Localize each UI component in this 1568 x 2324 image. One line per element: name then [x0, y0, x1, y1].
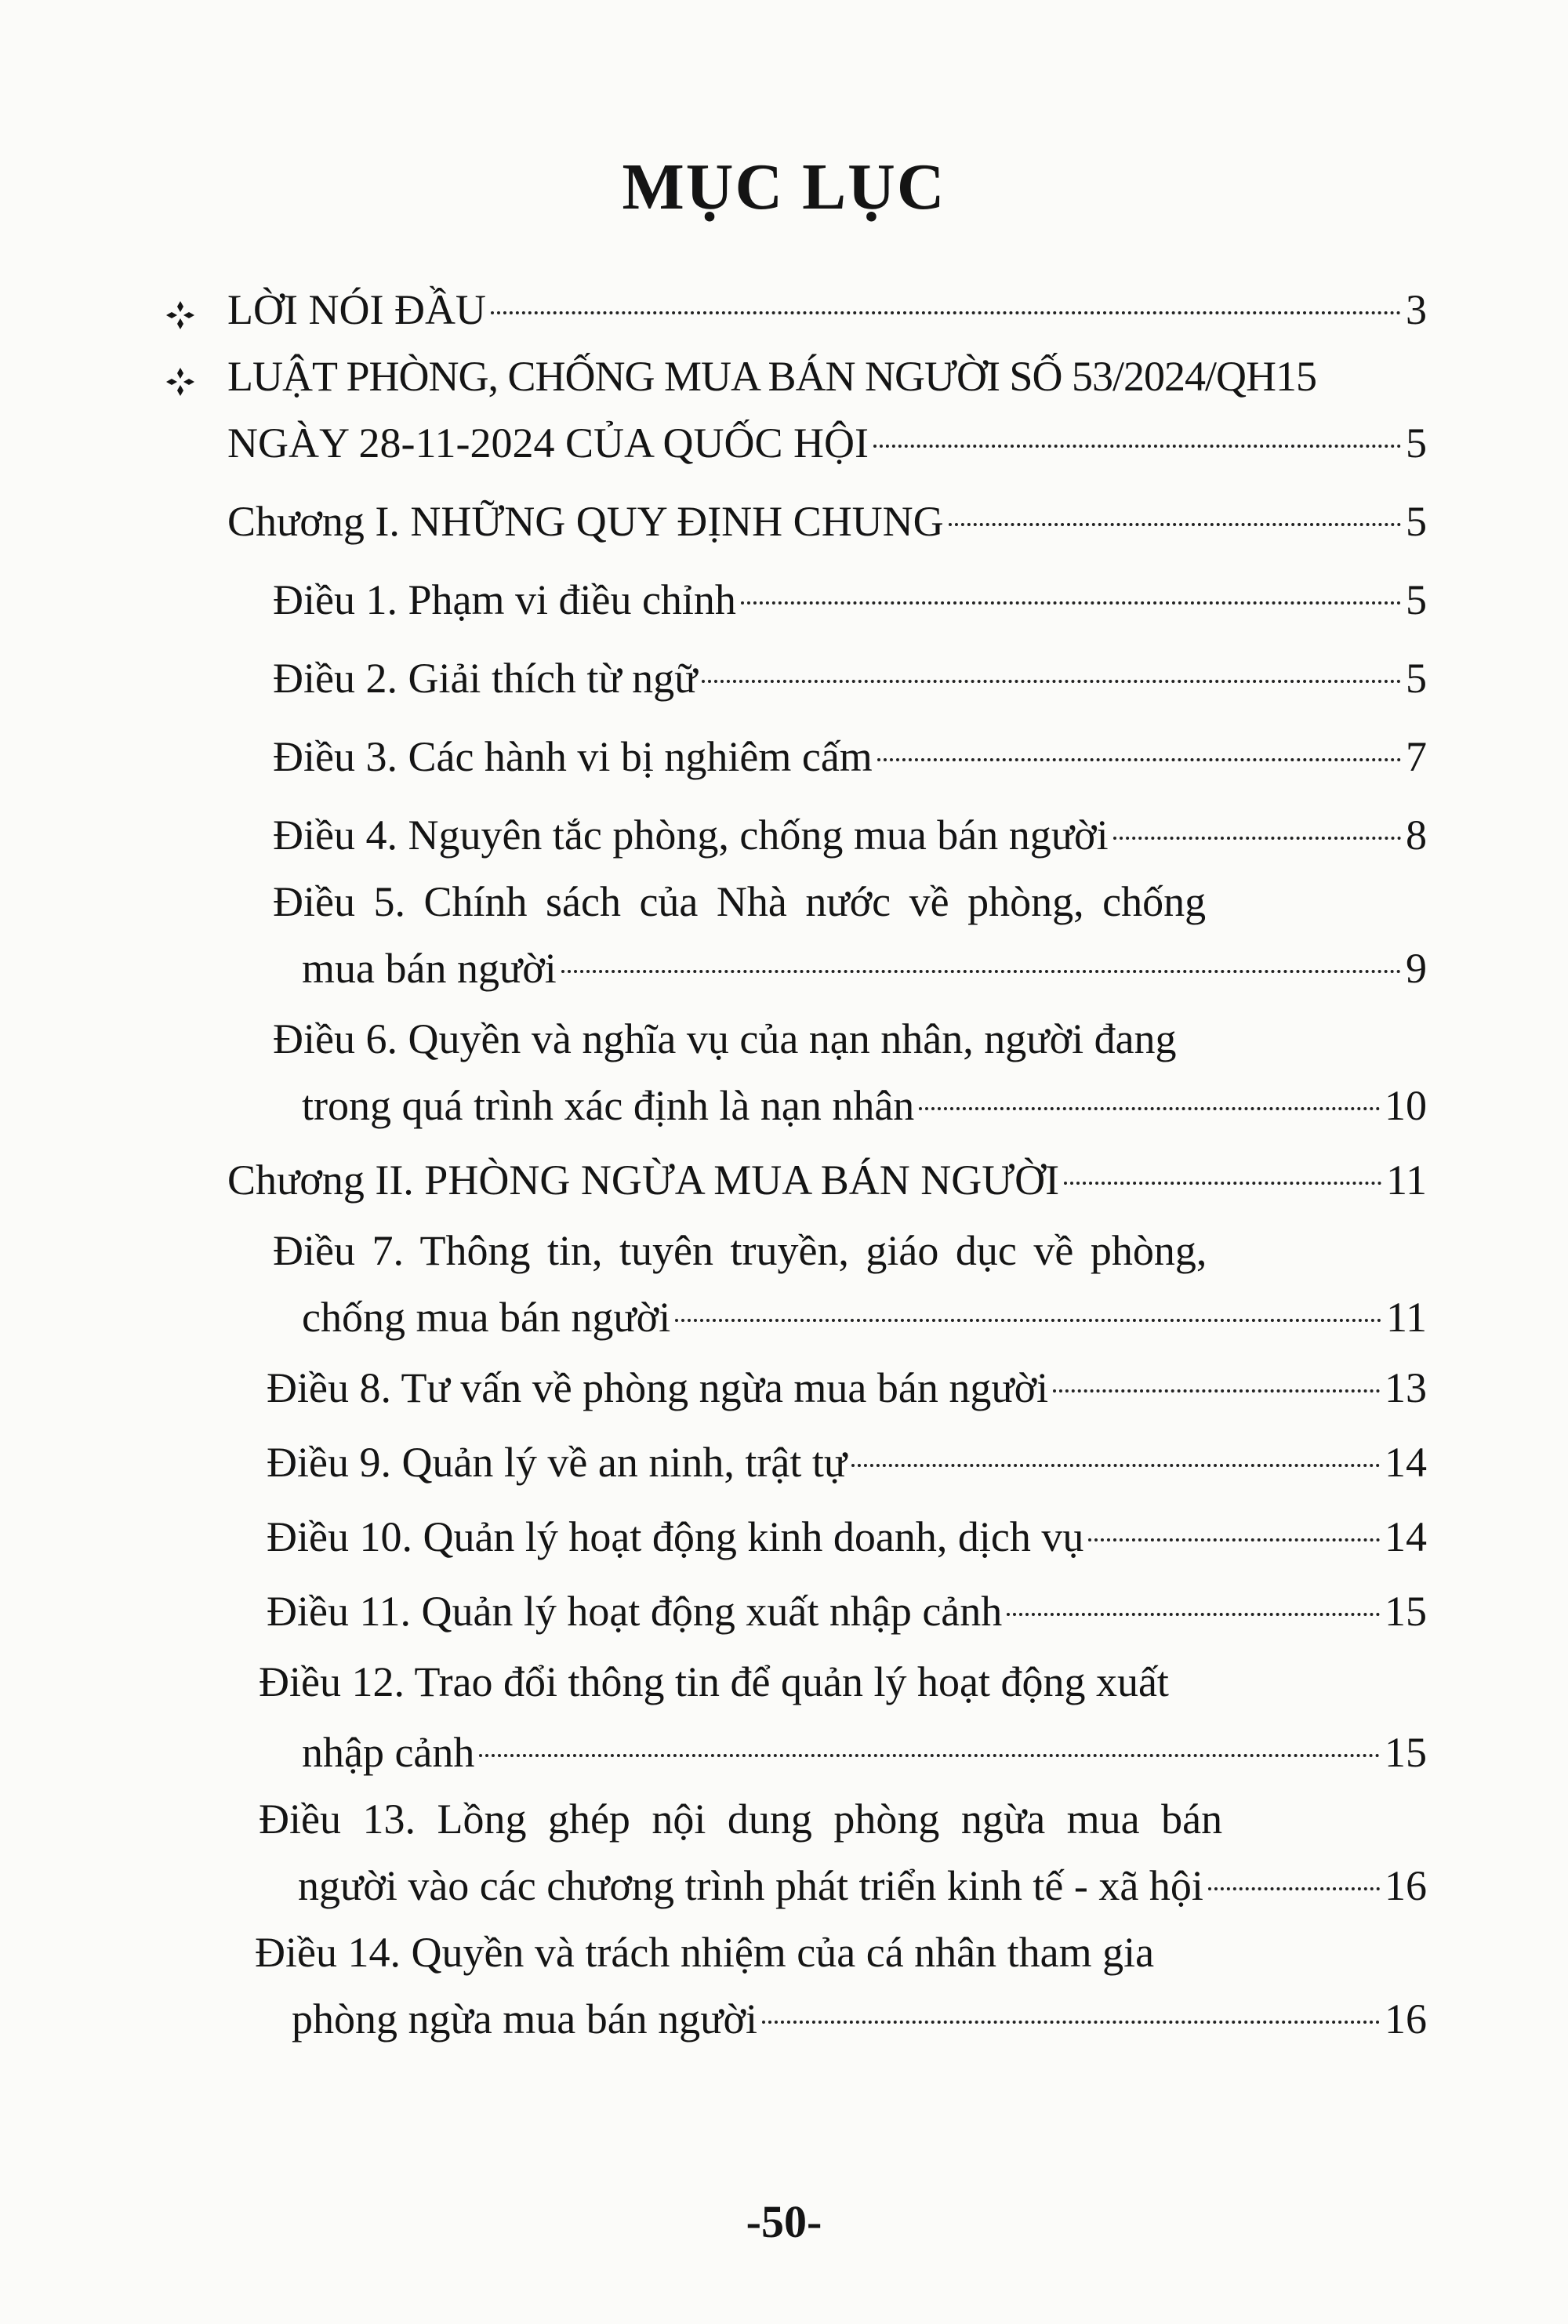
dot-leader: [741, 601, 1401, 605]
toc-entry-label: Điều 10. Quản lý hoạt động kinh doanh, dịch vụ: [267, 1513, 1084, 1560]
toc-entry-law-line1[interactable]: LUẬT PHÒNG, CHỐNG MUA BÁN NGƯỜI SỐ 53/2024/QH15: [227, 353, 1316, 400]
toc-entry-article-11[interactable]: [267, 1576, 1427, 1647]
dot-leader: [1088, 1538, 1380, 1541]
toc-page-number: 10: [1385, 1082, 1427, 1129]
toc-page-number: 15: [1385, 1729, 1427, 1776]
toc-entry-label: chống mua bán người: [302, 1294, 671, 1341]
toc-entry-article-13-line1[interactable]: Điều 13. Lồng ghép nội dung phòng ngừa mua bán: [259, 1796, 1223, 1843]
toc-entry-label: Điều 4. Nguyên tắc phòng, chống mua bán người: [273, 812, 1109, 859]
dot-leader: [1113, 837, 1401, 840]
dot-leader: [1064, 1182, 1381, 1185]
toc-entry-article-5-line1[interactable]: Điều 5. Chính sách của Nhà nước về phòng, chống: [273, 878, 1207, 925]
toc-entry-article-13[interactable]: [298, 1850, 1427, 1921]
toc-page-number: 16: [1385, 1862, 1427, 1909]
page-number: -50-: [746, 2196, 822, 2247]
toc-page-number: 8: [1406, 812, 1427, 859]
toc-entry-article-2[interactable]: [273, 643, 1427, 714]
toc-entry-article-9[interactable]: [267, 1427, 1427, 1498]
toc-entry-article-6[interactable]: [302, 1070, 1427, 1141]
toc-page-number: 5: [1406, 498, 1427, 545]
dot-leader: [675, 1319, 1381, 1322]
toc-page-number: 14: [1385, 1439, 1427, 1486]
dot-leader: [561, 970, 1401, 973]
toc-entry-article-8[interactable]: [267, 1353, 1427, 1423]
dot-leader: [1007, 1613, 1380, 1616]
toc-entry-label: trong quá trình xác định là nạn nhân: [302, 1082, 915, 1129]
toc-entry-label: Điều 8. Tư vấn về phòng ngừa mua bán người: [267, 1364, 1049, 1411]
toc-entry-label: Điều 1. Phạm vi điều chỉnh: [273, 576, 736, 623]
dot-leader: [949, 523, 1401, 526]
toc-page-number: 7: [1406, 733, 1427, 780]
toc-entry-label: Điều 9. Quản lý về an ninh, trật tự: [267, 1439, 848, 1486]
toc-entry-label: NGÀY 28-11-2024 CỦA QUỐC HỘI: [227, 419, 869, 467]
toc-entry-article-5[interactable]: [302, 933, 1427, 1004]
toc-page-number: 13: [1385, 1364, 1427, 1411]
toc-entry-article-14[interactable]: [292, 1984, 1427, 2054]
toc-page-number: 11: [1386, 1157, 1427, 1204]
dot-leader: [702, 680, 1401, 683]
dot-leader: [919, 1107, 1380, 1110]
toc-page-number: 11: [1386, 1294, 1427, 1341]
toc-page-number: 16: [1385, 1995, 1427, 2043]
dot-leader: [877, 758, 1401, 761]
toc-entry-chapter-1[interactable]: [227, 486, 1427, 557]
toc-page-number: 9: [1406, 945, 1427, 992]
toc-entry-preface[interactable]: [227, 274, 1427, 345]
toc-entry-label: Chương II. PHÒNG NGỪA MUA BÁN NGƯỜI: [227, 1157, 1060, 1204]
toc-entry-label: Điều 2. Giải thích từ ngữ: [273, 655, 698, 702]
toc-page-number: 3: [1406, 286, 1427, 333]
dot-leader: [851, 1464, 1380, 1467]
dot-leader: [1053, 1389, 1380, 1393]
toc-entry-article-4[interactable]: [273, 800, 1427, 870]
toc-entry-label: mua bán người: [302, 945, 557, 992]
toc-entry-article-14-line1[interactable]: Điều 14. Quyền và trách nhiệm của cá nhân tham gia: [255, 1929, 1155, 1976]
dot-leader: [762, 2021, 1380, 2024]
dot-leader: [873, 445, 1401, 448]
toc-page-number: 5: [1406, 419, 1427, 467]
dot-leader: [1208, 1887, 1380, 1890]
dot-leader: [479, 1754, 1380, 1757]
toc-entry-law[interactable]: [227, 408, 1427, 478]
toc-entry-article-7-line1[interactable]: Điều 7. Thông tin, tuyên truyền, giáo dục về phòng,: [273, 1227, 1207, 1274]
dot-leader: [491, 311, 1401, 314]
toc-entry-label: nhập cảnh: [302, 1729, 475, 1776]
toc-page-number: 5: [1406, 655, 1427, 702]
toc-page-number: 5: [1406, 576, 1427, 623]
page-title: MỤC LỤC: [622, 151, 946, 223]
toc-entry-label: phòng ngừa mua bán người: [292, 1995, 757, 2043]
diamond-bullet-icon: [165, 366, 196, 398]
toc-entry-article-12-line1[interactable]: Điều 12. Trao đổi thông tin để quản lý hoạt động xuất: [259, 1658, 1169, 1705]
toc-entry-chapter-2[interactable]: [227, 1145, 1427, 1215]
toc-entry-article-3[interactable]: [273, 721, 1427, 792]
toc-page-number: 14: [1385, 1513, 1427, 1560]
toc-entry-article-7[interactable]: [302, 1282, 1427, 1353]
toc-entry-article-1[interactable]: [273, 565, 1427, 635]
toc-entry-label: người vào các chương trình phát triển kinh tế - xã hội: [298, 1862, 1203, 1909]
diamond-bullet-icon: [165, 300, 196, 331]
toc-entry-label: LỜI NÓI ĐẦU: [227, 286, 486, 333]
toc-entry-label: Chương I. NHỮNG QUY ĐỊNH CHUNG: [227, 498, 944, 545]
toc-entry-article-10[interactable]: [267, 1502, 1427, 1572]
toc-page-number: 15: [1385, 1588, 1427, 1635]
toc-entry-article-6-line1[interactable]: Điều 6. Quyền và nghĩa vụ của nạn nhân, người đang: [273, 1015, 1177, 1062]
toc-entry-label: Điều 3. Các hành vi bị nghiêm cấm: [273, 733, 873, 780]
toc-entry-article-12[interactable]: [302, 1717, 1427, 1788]
toc-entry-label: Điều 11. Quản lý hoạt động xuất nhập cảnh: [267, 1588, 1003, 1635]
